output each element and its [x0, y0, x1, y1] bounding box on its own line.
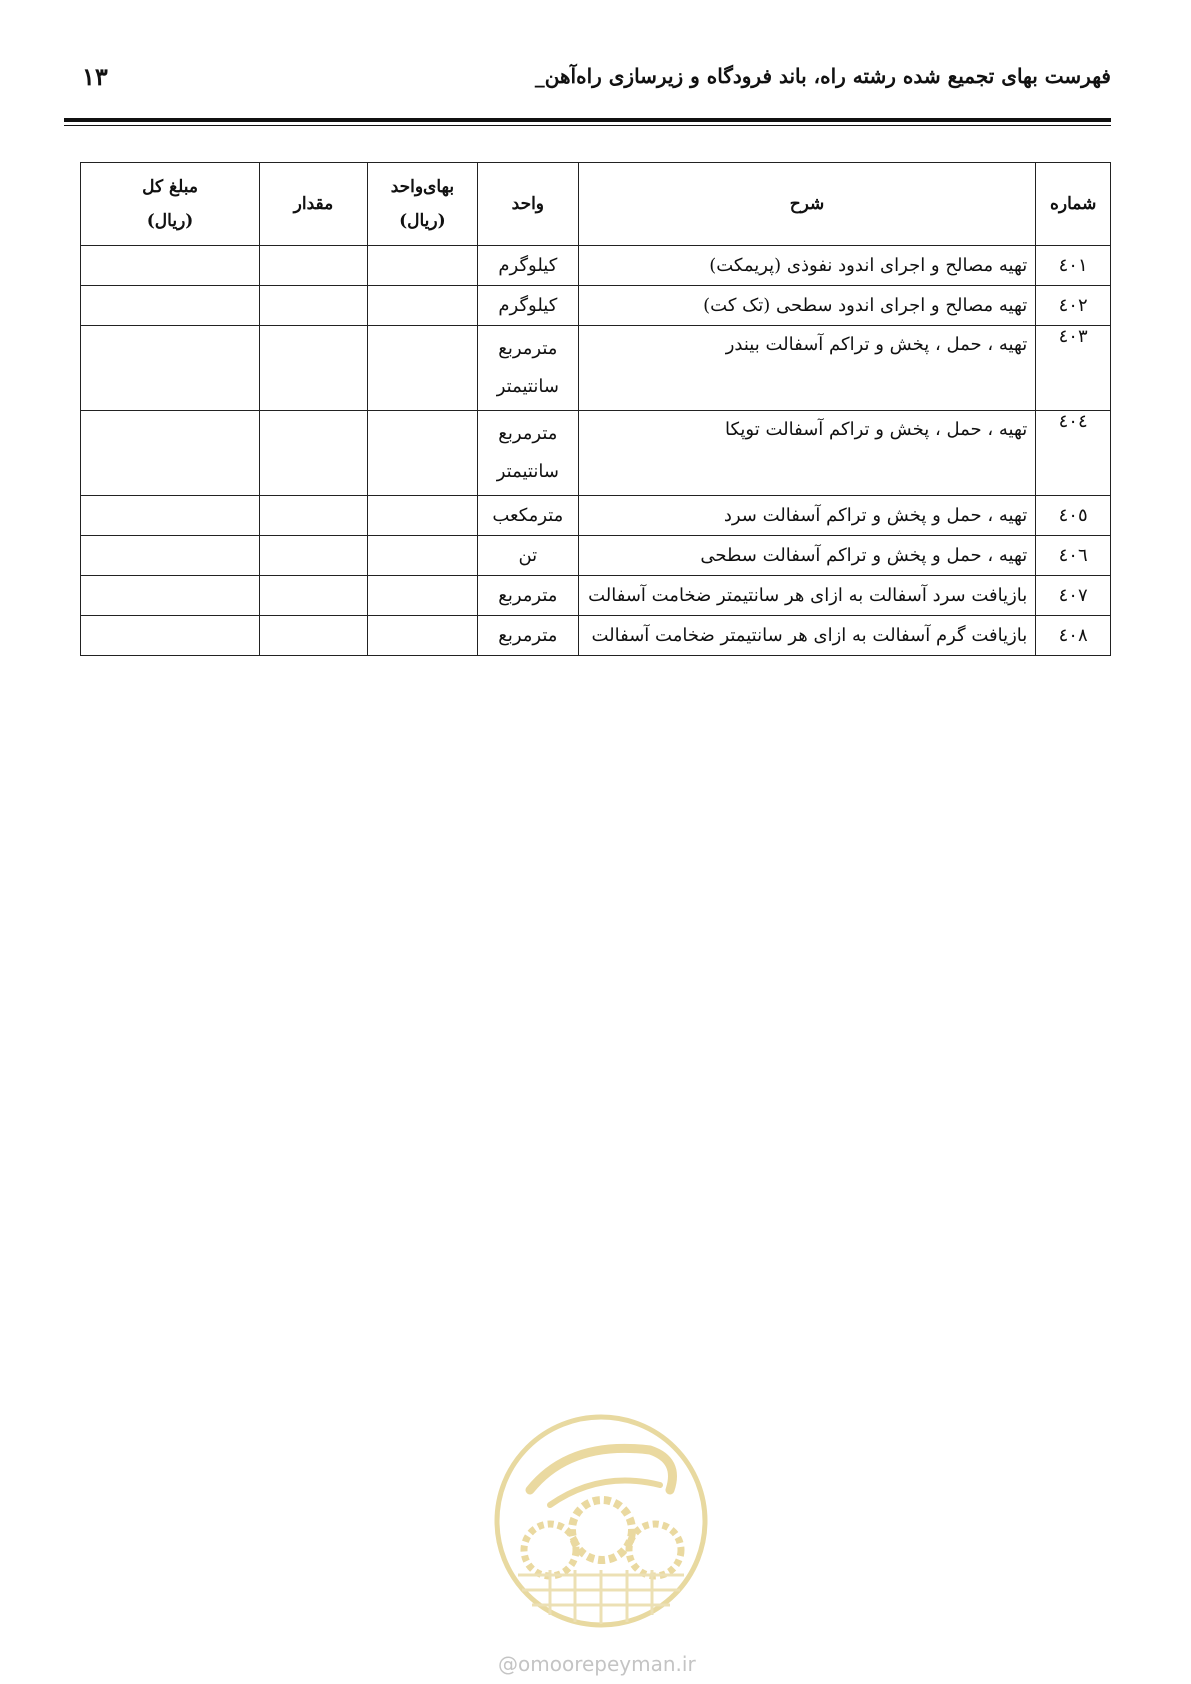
row-unit: کیلوگرم — [478, 286, 579, 326]
row-unit-price — [367, 496, 477, 536]
header-rule-thick — [64, 118, 1111, 122]
row-unit-line-1: مترمربع — [498, 338, 558, 359]
table-row — [81, 496, 1111, 536]
row-unit-price — [367, 326, 477, 411]
table-row — [81, 326, 1111, 411]
row-description: تهیه مصالح و اجرای اندود سطحی (تک کت) — [578, 286, 1036, 326]
price-list-table — [80, 162, 1111, 656]
row-total — [81, 246, 260, 286]
row-number: ٤٠٥ — [1036, 496, 1111, 536]
table-row — [81, 616, 1111, 656]
row-total — [81, 536, 260, 576]
row-number: ٤٠٢ — [1036, 286, 1111, 326]
row-total — [81, 326, 260, 411]
row-unit-line-2: سانتیمتر — [496, 461, 559, 482]
row-number: ٤٠٦ — [1036, 536, 1111, 576]
row-unit-line-1: مترمربع — [498, 423, 558, 444]
row-unit: تن — [478, 536, 579, 576]
row-number: ٤٠١ — [1036, 246, 1111, 286]
row-unit-price — [367, 286, 477, 326]
row-total — [81, 496, 260, 536]
page-number: ۱۳ — [82, 62, 108, 91]
row-unit-price — [367, 536, 477, 576]
row-quantity — [260, 286, 368, 326]
header-unit-price-label: بهای‌واحد — [390, 177, 455, 197]
row-description: تهیه ، حمل و پخش و تراکم آسفالت سطحی — [578, 536, 1036, 576]
header-number: شماره — [1036, 163, 1111, 246]
row-number: ٤٠٤ — [1036, 411, 1111, 496]
header-total-label: مبلغ کل — [142, 177, 198, 197]
header-description: شرح — [578, 163, 1036, 246]
row-description: تهیه ، حمل و پخش و تراکم آسفالت سرد — [578, 496, 1036, 536]
table-row — [81, 536, 1111, 576]
row-quantity — [260, 536, 368, 576]
row-quantity — [260, 246, 368, 286]
table-row — [81, 576, 1111, 616]
row-number: ٤٠٨ — [1036, 616, 1111, 656]
row-total — [81, 411, 260, 496]
row-total — [81, 286, 260, 326]
header-rule-thin — [64, 125, 1111, 126]
row-unit-price — [367, 411, 477, 496]
header-unit-price-currency: (ریال) — [399, 211, 446, 231]
watermark-url: @omoorepeyman.ir — [498, 1652, 696, 1676]
row-unit-price — [367, 576, 477, 616]
row-description: تهیه ، حمل ، پخش و تراکم آسفالت بیندر — [578, 326, 1036, 411]
row-number: ٤٠٧ — [1036, 576, 1111, 616]
page-title: فهرست بهای تجمیع شده رشته راه، باند فرودگاه و زیرسازی راه‌آهن_ — [534, 64, 1111, 88]
row-description: تهیه مصالح و اجرای اندود نفوذی (پریمکت) — [578, 246, 1036, 286]
row-unit: مترمکعب — [478, 496, 579, 536]
table-row — [81, 286, 1111, 326]
row-unit: مترمربع — [478, 616, 579, 656]
row-unit-price — [367, 616, 477, 656]
header-unit: واحد — [478, 163, 579, 246]
row-number: ٤٠٣ — [1036, 326, 1111, 411]
header-unit-price — [367, 163, 477, 246]
row-quantity — [260, 576, 368, 616]
row-unit-line-2: سانتیمتر — [496, 376, 559, 397]
table-header-row — [81, 163, 1111, 246]
row-description: تهیه ، حمل ، پخش و تراکم آسفالت توپکا — [578, 411, 1036, 496]
row-unit — [478, 326, 579, 411]
row-description: بازیافت سرد آسفالت به ازای هر سانتیمتر ضخامت آسفالت — [578, 576, 1036, 616]
row-unit: مترمربع — [478, 576, 579, 616]
table-row — [81, 246, 1111, 286]
row-quantity — [260, 326, 368, 411]
row-quantity — [260, 616, 368, 656]
row-total — [81, 576, 260, 616]
table-row — [81, 411, 1111, 496]
row-total — [81, 616, 260, 656]
header-total-currency: (ریال) — [146, 211, 194, 231]
row-unit: کیلوگرم — [478, 246, 579, 286]
watermark-seal-logo — [490, 1410, 712, 1632]
header-total — [81, 163, 260, 246]
header-quantity: مقدار — [260, 163, 368, 246]
row-unit-price — [367, 246, 477, 286]
row-quantity — [260, 496, 368, 536]
row-quantity — [260, 411, 368, 496]
row-description: بازیافت گرم آسفالت به ازای هر سانتیمتر ضخامت آسفالت — [578, 616, 1036, 656]
row-unit — [478, 411, 579, 496]
